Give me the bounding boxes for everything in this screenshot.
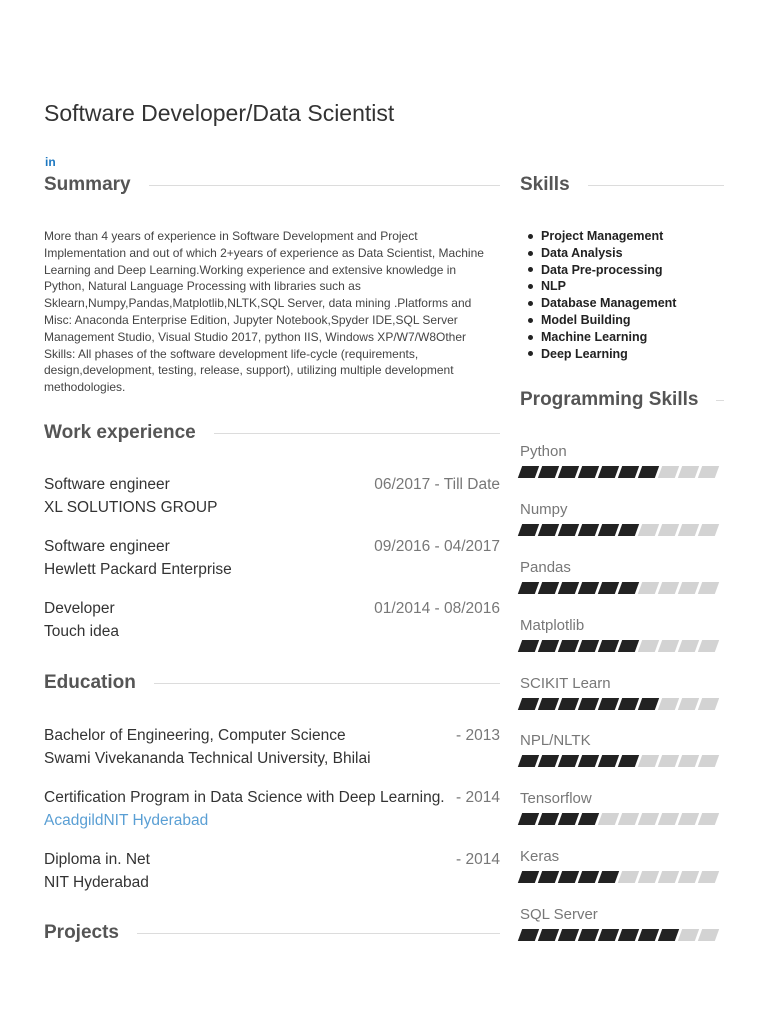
programming-skill-name: SCIKIT Learn — [520, 675, 611, 692]
skill-segment-empty — [638, 755, 659, 767]
skills-list — [528, 228, 676, 362]
education-heading-label: Education — [44, 672, 136, 693]
programming-skill-name: Python — [520, 443, 567, 460]
skills-divider — [588, 185, 724, 186]
skills-heading — [520, 174, 724, 196]
skill-segment-empty — [658, 582, 679, 594]
skill-segment-empty — [618, 871, 639, 883]
skill-segment-filled — [598, 582, 619, 594]
skill-segment-filled — [598, 466, 619, 478]
job-date: 06/2017 - Till Date — [374, 476, 500, 493]
programming-skill — [520, 732, 724, 767]
skill-segment-empty — [658, 755, 679, 767]
skill-item — [528, 295, 676, 312]
programming-heading — [520, 389, 724, 411]
page-title: Software Developer/Data Scientist — [44, 100, 395, 126]
bullet-icon — [528, 335, 533, 340]
skill-label: Database Management — [541, 296, 677, 311]
skill-segment-empty — [658, 698, 679, 710]
programming-skill-name: Numpy — [520, 501, 568, 518]
skill-segment-filled — [518, 582, 539, 594]
job-company: XL SOLUTIONS GROUP — [44, 499, 218, 516]
skill-segment-filled — [618, 524, 639, 536]
skill-segment-filled — [558, 755, 579, 767]
skill-segment-filled — [538, 929, 559, 941]
skill-level-bar — [520, 755, 724, 767]
work-entry — [44, 600, 500, 650]
skill-segment-empty — [638, 871, 659, 883]
programming-skill-name: Keras — [520, 848, 560, 865]
skill-segment-filled — [558, 582, 579, 594]
skill-segment-empty — [658, 871, 679, 883]
skill-item — [528, 262, 676, 279]
skill-segment-empty — [698, 582, 719, 594]
skill-segment-filled — [518, 813, 539, 825]
programming-skill-name: Tensorflow — [520, 790, 592, 807]
skill-level-bar — [520, 871, 724, 883]
skill-segment-filled — [618, 466, 639, 478]
skill-segment-empty — [678, 582, 699, 594]
degree-date: - 2014 — [456, 851, 500, 868]
programming-divider — [716, 400, 724, 401]
skill-segment-filled — [658, 929, 679, 941]
skill-item — [528, 278, 676, 295]
skill-segment-empty — [698, 755, 719, 767]
degree-date: - 2014 — [456, 789, 500, 806]
skill-segment-empty — [658, 524, 679, 536]
bullet-icon — [528, 284, 533, 289]
skill-segment-filled — [598, 871, 619, 883]
skill-item — [528, 228, 676, 245]
programming-skill-name: SQL Server — [520, 906, 598, 923]
programming-skill — [520, 559, 724, 594]
job-role: Software engineer — [44, 476, 170, 493]
summary-heading-label: Summary — [44, 174, 131, 195]
job-date: 01/2014 - 08/2016 — [374, 600, 500, 617]
bullet-icon — [528, 351, 533, 356]
summary-text: More than 4 years of experience in Software Development and Project Implementation and out of which 2+years of experience as Data Scientist, Machine Learning and Deep Learning.Working experience and extensive knowledge in Python, Natural Language Processing with libraries such as Sklearn,Numpy,Pandas,Matplotlib,NLTK,SQL Server, data mining .Platforms and Misc: Anaconda Enterprise Edition, Jupyter Notebook,Spyder IDE,SQL Server Management Studio, Visual Studio 2017, python IIS, Windows XP/W7/W8Other Skills: All phases of the software development life-cycle (requirements, design,development, testing, release, support), utilizing multiple development methodologies. — [44, 229, 484, 395]
skill-segment-filled — [518, 755, 539, 767]
skill-level-bar — [520, 524, 724, 536]
skill-segment-filled — [618, 755, 639, 767]
skill-segment-empty — [698, 929, 719, 941]
job-role: Software engineer — [44, 538, 170, 555]
programming-skill-name: Pandas — [520, 559, 571, 576]
skill-item — [528, 346, 676, 363]
skill-segment-empty — [638, 524, 659, 536]
programming-heading-label: Programming Skills — [520, 389, 699, 410]
skill-segment-filled — [538, 755, 559, 767]
skill-segment-filled — [558, 524, 579, 536]
skill-segment-filled — [558, 929, 579, 941]
skill-segment-filled — [538, 813, 559, 825]
education-entry — [44, 727, 500, 777]
skill-segment-empty — [678, 698, 699, 710]
summary-divider — [149, 185, 500, 186]
skill-segment-filled — [618, 698, 639, 710]
skill-segment-empty — [678, 929, 699, 941]
bullet-icon — [528, 301, 533, 306]
skill-segment-empty — [678, 466, 699, 478]
skill-segment-empty — [638, 640, 659, 652]
skill-level-bar — [520, 698, 724, 710]
linkedin-icon[interactable]: in — [45, 155, 56, 169]
skill-segment-filled — [578, 466, 599, 478]
job-role: Developer — [44, 600, 115, 617]
skill-segment-filled — [638, 929, 659, 941]
skill-segment-filled — [518, 929, 539, 941]
skill-segment-filled — [598, 755, 619, 767]
skill-level-bar — [520, 813, 724, 825]
skill-segment-filled — [598, 698, 619, 710]
skill-segment-filled — [598, 640, 619, 652]
degree-date: - 2013 — [456, 727, 500, 744]
skill-segment-empty — [698, 698, 719, 710]
skill-segment-filled — [538, 871, 559, 883]
skill-segment-filled — [578, 582, 599, 594]
job-date: 09/2016 - 04/2017 — [374, 538, 500, 555]
skill-segment-filled — [578, 524, 599, 536]
work-heading-label: Work experience — [44, 422, 196, 443]
degree-title: Bachelor of Engineering, Computer Science — [44, 727, 346, 744]
skill-segment-filled — [558, 871, 579, 883]
work-entry — [44, 476, 500, 526]
skill-segment-empty — [678, 755, 699, 767]
skill-segment-filled — [538, 524, 559, 536]
skill-label: Machine Learning — [541, 329, 648, 344]
projects-heading — [44, 922, 500, 944]
skill-label: Data Pre-processing — [541, 262, 663, 277]
skill-label: Model Building — [541, 312, 631, 327]
skill-segment-empty — [638, 582, 659, 594]
skill-segment-filled — [578, 698, 599, 710]
summary-heading — [44, 174, 500, 196]
skill-label: Deep Learning — [541, 346, 628, 361]
skill-level-bar — [520, 466, 724, 478]
skill-segment-filled — [518, 466, 539, 478]
bullet-icon — [528, 267, 533, 272]
skill-segment-filled — [578, 640, 599, 652]
skill-segment-filled — [518, 524, 539, 536]
projects-heading-label: Projects — [44, 922, 119, 943]
programming-skill-name: Matplotlib — [520, 617, 585, 634]
programming-skill — [520, 906, 724, 941]
skill-segment-filled — [618, 582, 639, 594]
skill-segment-empty — [678, 640, 699, 652]
skill-segment-filled — [558, 813, 579, 825]
skill-segment-filled — [518, 698, 539, 710]
education-entry — [44, 789, 500, 839]
skill-item — [528, 329, 676, 346]
skill-label: NLP — [541, 279, 566, 294]
skill-segment-filled — [518, 871, 539, 883]
programming-skill — [520, 790, 724, 825]
skill-segment-filled — [618, 929, 639, 941]
education-entry — [44, 851, 500, 901]
bullet-icon — [528, 318, 533, 323]
skill-segment-empty — [658, 813, 679, 825]
skill-item — [528, 245, 676, 262]
degree-title: Certification Program in Data Science with Deep Learning. — [44, 789, 445, 806]
skill-segment-empty — [698, 813, 719, 825]
work-entry — [44, 538, 500, 588]
skill-level-bar — [520, 640, 724, 652]
skill-level-bar — [520, 929, 724, 941]
skill-segment-empty — [698, 524, 719, 536]
work-heading — [44, 422, 500, 444]
programming-skill — [520, 617, 724, 652]
skill-segment-empty — [698, 871, 719, 883]
bullet-icon — [528, 234, 533, 239]
programming-skill — [520, 848, 724, 883]
skill-segment-filled — [578, 813, 599, 825]
projects-divider — [137, 933, 500, 934]
school-name: Swami Vivekananda Technical University, Bhilai — [44, 750, 371, 767]
skill-segment-filled — [558, 466, 579, 478]
skill-segment-filled — [578, 755, 599, 767]
programming-skill — [520, 443, 724, 478]
skills-heading-label: Skills — [520, 174, 570, 195]
skill-segment-empty — [638, 813, 659, 825]
skill-segment-filled — [538, 582, 559, 594]
skill-segment-filled — [558, 698, 579, 710]
school-link[interactable]: AcadgildNIT Hyderabad — [44, 812, 209, 829]
education-divider — [154, 683, 500, 684]
school-name: NIT Hyderabad — [44, 874, 149, 891]
skill-segment-empty — [658, 466, 679, 478]
job-company: Touch idea — [44, 623, 119, 640]
programming-skill-name: NPL/NLTK — [520, 732, 591, 749]
skill-segment-filled — [598, 929, 619, 941]
skill-segment-empty — [618, 813, 639, 825]
skill-segment-empty — [678, 524, 699, 536]
degree-title: Diploma in. Net — [44, 851, 150, 868]
skill-segment-filled — [538, 640, 559, 652]
skill-segment-empty — [658, 640, 679, 652]
skill-item — [528, 312, 676, 329]
skill-segment-filled — [598, 524, 619, 536]
skill-segment-empty — [678, 813, 699, 825]
skill-segment-filled — [558, 640, 579, 652]
bullet-icon — [528, 251, 533, 256]
skill-label: Project Management — [541, 229, 664, 243]
skill-segment-filled — [538, 466, 559, 478]
skill-segment-filled — [578, 929, 599, 941]
skill-segment-filled — [538, 698, 559, 710]
skill-segment-filled — [578, 871, 599, 883]
programming-skill — [520, 501, 724, 536]
skill-segment-empty — [678, 871, 699, 883]
education-heading — [44, 672, 500, 694]
programming-skill — [520, 675, 724, 710]
work-divider — [214, 433, 500, 434]
skill-label: Data Analysis — [541, 245, 623, 260]
skill-segment-filled — [518, 640, 539, 652]
skill-segment-filled — [638, 466, 659, 478]
skill-segment-empty — [698, 466, 719, 478]
job-company: Hewlett Packard Enterprise — [44, 561, 232, 578]
skill-segment-filled — [638, 698, 659, 710]
skill-segment-empty — [598, 813, 619, 825]
skill-segment-empty — [698, 640, 719, 652]
skill-segment-filled — [618, 640, 639, 652]
skill-level-bar — [520, 582, 724, 594]
